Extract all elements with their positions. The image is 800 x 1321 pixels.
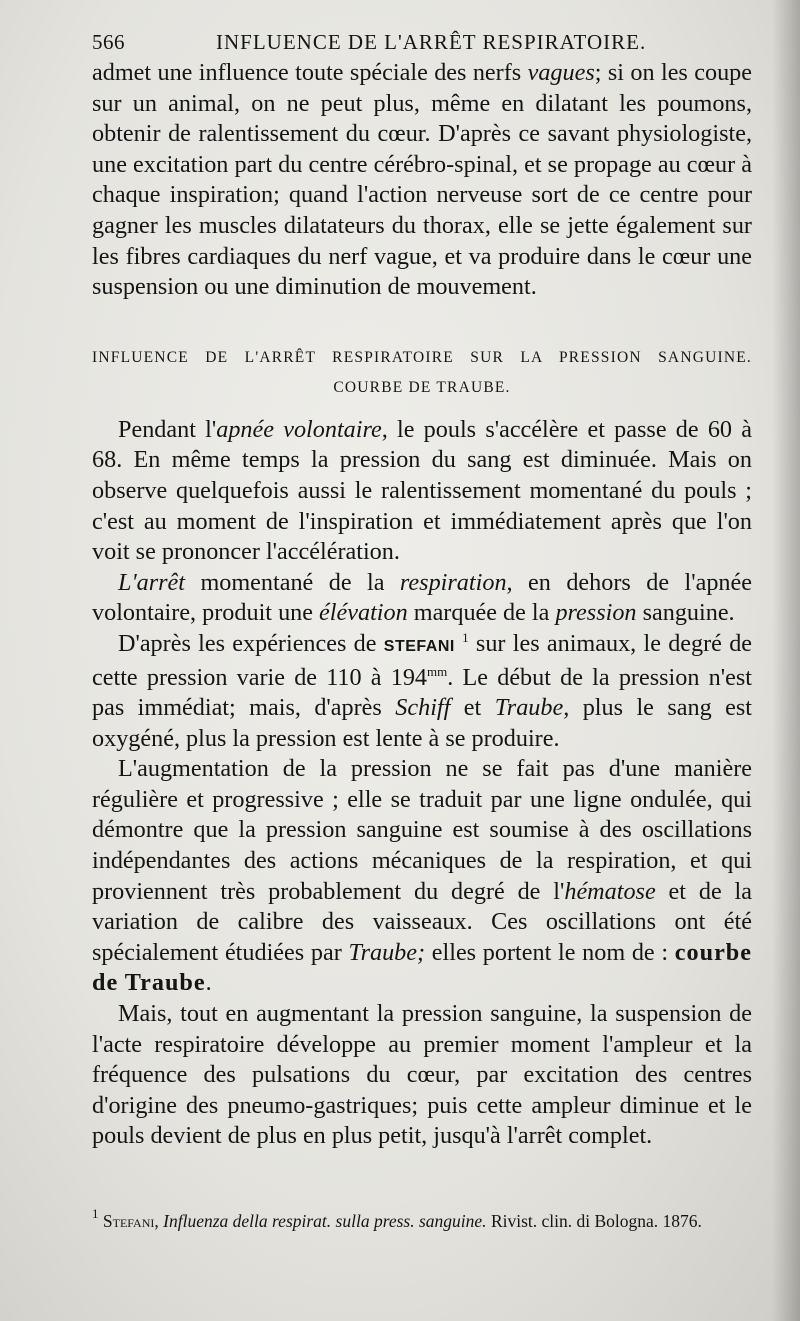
italic-term: Traube,: [494, 694, 570, 722]
bold-term: courbe de Traube: [92, 938, 752, 997]
author-name: STEFANI: [383, 637, 455, 655]
italic-term: pression: [555, 599, 637, 627]
section-subheading: COURBE DE TRAUBE.: [333, 378, 511, 396]
text-run: le pouls s'accélère et passe de 60 à 68. En même temps la pression du sang est diminuée. Mais on observe quelquefois aussi le ralentissement momentané du pouls ; c'est au moment de l'inspiration et immédiatement après que l'on voit se prononcer l'accélération.: [92, 415, 752, 566]
text-run: marquée de la: [407, 599, 556, 627]
text-run: .: [205, 969, 212, 997]
running-title: INFLUENCE DE L'ARRÊT RESPIRATOIRE.: [216, 30, 647, 54]
text-run: sanguine.: [636, 599, 735, 627]
italic-term: L'arrêt: [118, 568, 185, 596]
page-number: 566: [92, 30, 125, 54]
italic-term: élévation: [319, 599, 408, 627]
italic-term: apnée volontaire,: [216, 415, 388, 443]
paragraph: [92, 629, 752, 754]
text-run: plus le sang est oxygéné, plus la pression est lente à se produire.: [92, 694, 752, 752]
footnote-mark: 1: [92, 1206, 99, 1221]
text-run: elles portent le nom de :: [425, 938, 675, 966]
footnote-source: Rivist. clin. di Bologna. 1876.: [486, 1211, 702, 1231]
italic-term: Schiff: [395, 694, 451, 722]
text-run: sur les animaux, le degré de cette pression varie de 110 à 194: [92, 629, 753, 691]
text-run: L'augmentation de la pression ne se fait pas d'une manière régulière et progressive ; elle se traduit par une ligne ondulée, qui démontre que la pression sanguine est soumise à des oscillations indépendantes des actions mécaniques de la respiration, et qui proviennent très probablement du degré de l': [92, 755, 752, 905]
footnote: [92, 1208, 754, 1234]
paragraph: [92, 415, 752, 568]
section-heading-line: INFLUENCE DE L'ARRÊT RESPIRATOIRE SUR LA PRESSION SANGUINE.: [92, 348, 752, 366]
unit-superscript: mm: [427, 663, 448, 679]
footnote-reference[interactable]: 1: [462, 629, 469, 645]
section-heading: [92, 347, 752, 399]
text-run: Pendant l': [118, 415, 217, 443]
italic-term: respiration,: [399, 568, 513, 596]
paragraph: [92, 999, 752, 1152]
running-header: [92, 26, 744, 60]
main-text: [92, 58, 752, 1152]
text-run: . Le début de la pression n'est pas immédiat; mais, d'après: [92, 663, 752, 722]
italic-term: Traube;: [348, 938, 426, 966]
italic-term: vagues: [527, 59, 595, 86]
text-run: et de la variation de calibre des vaisseaux. Ces oscillations ont été spécialement étudiées par: [92, 877, 752, 966]
paragraph: [92, 568, 752, 629]
text-run: en dehors de l'apnée volontaire, produit une: [92, 568, 752, 627]
footnote-author: Stefani,: [102, 1211, 159, 1231]
text-run: Mais, tout en augmentant la pression sanguine, la suspension de l'acte respiratoire développe au premier moment l'ampleur et la fréquence des pulsations du cœur, par excitation des centres d'origine des pneumo-gastriques; puis cette ampleur diminue et le pouls devient de plus en plus petit, jusqu'à l'arrêt complet.: [92, 1000, 752, 1150]
paragraph: [92, 58, 752, 303]
paragraph: [92, 754, 752, 999]
text-run: momentané de la: [185, 568, 400, 596]
italic-term: hématose: [564, 877, 656, 905]
text-run: ; si on les coupe sur un animal, on ne peut plus, même en dilatant les poumons, obtenir de ralentissement du cœur. D'après ce savant physiologiste, une excitation part du centre cérébro-spinal, et se propage au cœur à chaque inspiration; quand l'action nerveuse sort de ce centre pour gagner les muscles dilatateurs du thorax, elle se jette également sur les fibres cardiaques du nerf vague, et va produire dans le cœur une suspension ou une diminution de mouvement.: [92, 59, 752, 301]
text-run: et: [450, 694, 495, 722]
text-run: D'après les expériences de: [118, 629, 384, 657]
footnote-title: Influenza della respirat. sulla press. sanguine.: [163, 1211, 487, 1231]
text-run: admet une influence toute spéciale des nerfs: [92, 59, 528, 86]
